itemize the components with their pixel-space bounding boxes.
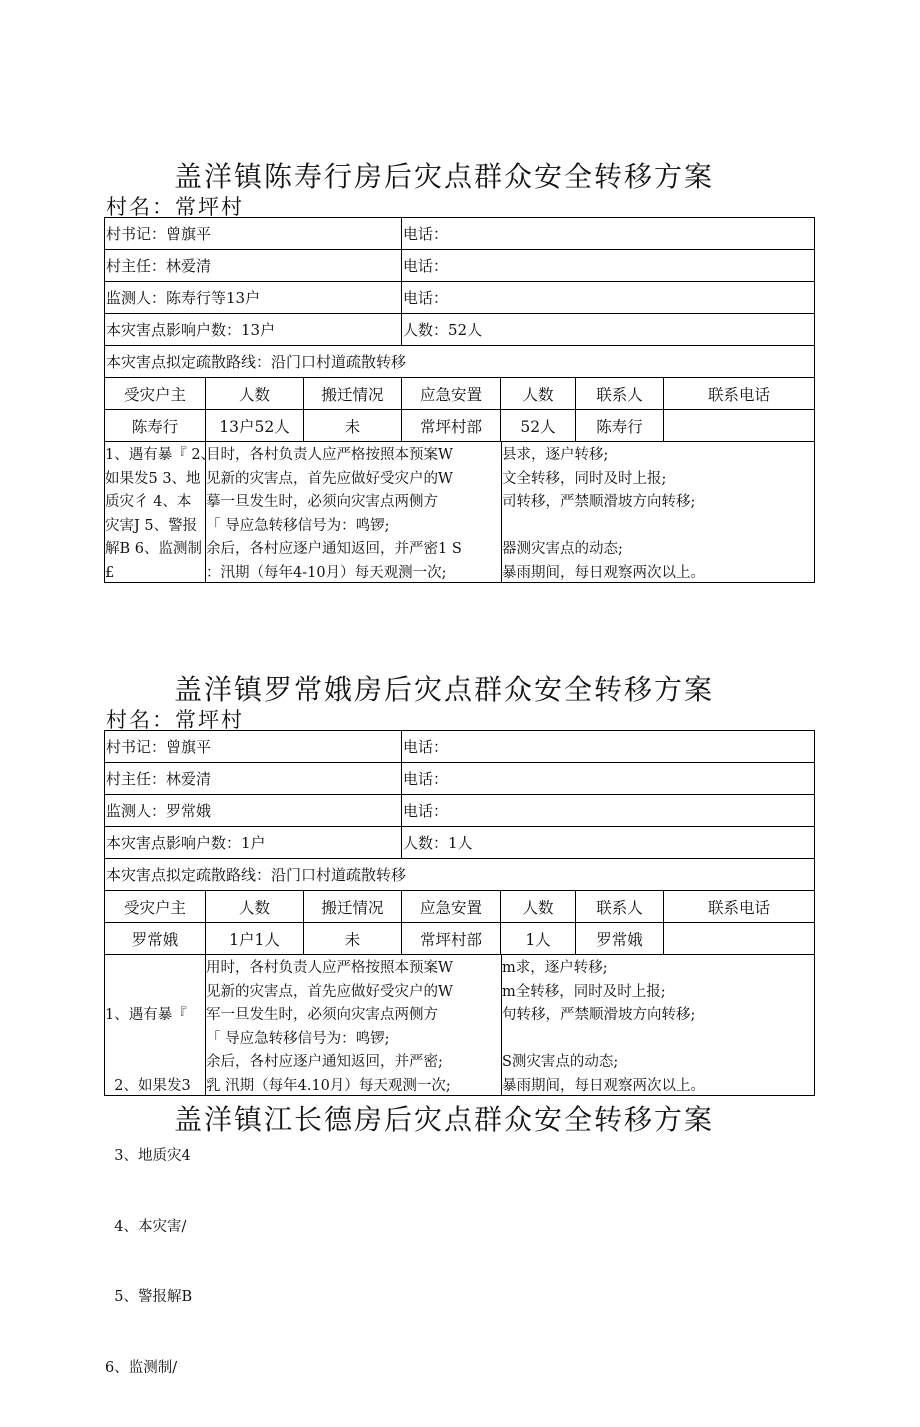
households-cell: 本灾害点影响户数：1户 [105,827,402,858]
note-line: 乳 汛期（每年4.10月）每天观测一次; [206,1077,451,1094]
secretary-cell: 村书记：曾旗平 [105,731,402,762]
data-cell [664,923,814,954]
note-line: 用时，各村负责人应严格按照本预案W [206,960,453,976]
note-line: 解B 6、监测制 [105,541,202,557]
route-cell: 本灾害点拟定疏散路线：沿门口村道疏散转移 [106,866,407,884]
data-cell: 陈寿行 [576,410,664,441]
note-line: 1、遇有暴『 2、 [105,447,216,463]
data-cell: 罗常娥 [576,923,664,954]
note-line: 2、如果发3 [105,1077,191,1094]
data-cell: 常坪村部 [402,410,501,441]
secretary-row [105,731,814,763]
village-name: 村名：常坪村 [106,708,244,732]
note-line: 6、监测制/ [105,1359,178,1376]
data-cell: 未 [304,410,402,441]
route-row [105,346,814,378]
header-row [105,378,814,410]
note-line [502,1028,814,1052]
note-line: 质灾彳 4、本 [105,494,192,510]
header-cell: 人数 [206,378,304,409]
header-cell: 受灾户主 [105,891,206,922]
data-row [105,410,814,442]
note-line: 1、遇有暴『 [105,1007,187,1023]
notes-col-3 [502,955,814,1095]
secretary-cell: 村书记：曾旗平 [105,218,402,249]
header-row [105,891,814,923]
note-line: 灾害J 5、警报 [105,517,198,534]
data-cell: 13户52人 [206,410,304,441]
note-line: m全转移，同时及时上报; [502,983,666,1000]
monitor-row [105,795,814,827]
header-cell: 应急安置 [402,891,501,922]
monitor-phone-cell: 电话： [403,802,449,820]
route-row [105,859,814,891]
route-cell: 本灾害点拟定疏散路线：沿门口村道疏散转移 [106,353,407,371]
note-line: 4、本灾害/ [105,1218,187,1235]
note-line: 余后，各村应逐户通知返回，并严密; [206,1054,443,1070]
header-cell: 搬迁情况 [304,891,402,922]
director-phone-cell: 电话： [403,770,449,788]
data-cell [664,410,814,441]
households-row [105,314,814,346]
header-cell: 人数 [501,891,576,922]
secretary-phone-cell: 电话： [403,738,449,756]
households-cell: 本灾害点影响户数：13户 [105,314,402,345]
director-cell: 村主任：林爱清 [105,250,402,281]
monitor-cell: 监测人：陈寿行等13户 [105,282,402,313]
plan-title: 盖洋镇罗常娥房后灾点群众安全转移方案 [173,673,714,706]
notes-col-3 [502,442,814,582]
data-cell: 1户1人 [206,923,304,954]
note-line: 余后，各村应逐户通知返回，并严密1 S [206,541,462,557]
secretary-row [105,218,814,250]
note-line: 县求，逐户转移; [502,447,609,463]
header-cell: 人数 [501,378,576,409]
note-line: £ [105,564,115,581]
note-line: 暴雨期间，每日观察两次以上。 [502,1077,705,1094]
data-cell: 罗常娥 [105,923,206,954]
note-line: S测灾害点的动态; [502,1054,619,1070]
people-cell: 人数：1人 [403,834,473,852]
note-line: 「 导应急转移信号为：鸣锣; [206,517,390,534]
note-line: 军一旦发生时，必须向灾害点两侧方 [206,1007,438,1023]
notes-block [105,442,814,582]
note-line: 器测灾害点的动态; [502,541,623,557]
notes-col-1 [105,955,206,1376]
director-row [105,763,814,795]
notes-col-2 [206,955,502,1095]
notes-col-2 [206,442,502,582]
director-row [105,250,814,282]
header-cell: 联系电话 [707,385,770,404]
director-phone-cell: 电话： [403,257,449,275]
note-line: 文全转移，同时及时上报; [502,470,667,487]
note-line: 3、地质灾4 [105,1148,191,1164]
note-line: 司转移，严禁顺滑坡方向转移; [502,494,696,510]
data-cell: 陈寿行 [105,410,206,441]
note-line: 摹一旦发生时，必须向灾害点两侧方 [206,494,438,510]
people-cell: 人数：52人 [403,321,483,339]
header-cell: 搬迁情况 [304,378,402,409]
header-cell: 应急安置 [402,378,501,409]
plan-table [104,217,815,583]
monitor-row [105,282,814,314]
data-cell: 常坪村部 [402,923,501,954]
note-line: 5、警报解B [105,1289,193,1305]
note-line: 见新的灾害点，首先应做好受灾户的W [206,470,453,487]
village-name: 村名：常坪村 [106,195,244,219]
note-line: 如果发5 3、地 [105,470,201,487]
note-line: m求，逐户转移; [502,960,608,976]
header-cell: 人数 [206,891,304,922]
director-cell: 村主任：林爱清 [105,763,402,794]
data-row [105,923,814,955]
data-cell: 未 [304,923,402,954]
header-cell: 受灾户主 [105,378,206,409]
data-cell: 52人 [501,410,576,441]
note-line: 暴雨期间，每日观察两次以上。 [502,564,705,581]
header-cell: 联系人 [576,378,664,409]
monitor-cell: 监测人：罗常娥 [105,795,402,826]
note-line: 句转移，严禁顺滑坡方向转移; [502,1007,696,1023]
header-cell: 联系人 [576,891,664,922]
header-cell: 联系电话 [707,898,770,917]
notes-col-1 [105,442,216,582]
plan-3-title: 盖洋镇江长德房后灾点群众安全转移方案 [173,1103,714,1136]
secretary-phone-cell: 电话： [403,225,449,243]
households-row [105,827,814,859]
plan-title: 盖洋镇陈寿行房后灾点群众安全转移方案 [173,160,714,193]
note-line: 目时，各村负责人应严格按照本预案W [206,447,453,463]
note-line: 「 导应急转移信号为：鸣锣; [206,1030,390,1047]
note-line: 见新的灾害点，首先应做好受灾户的W [206,983,453,1000]
note-line [502,515,814,539]
monitor-phone-cell: 电话： [403,289,449,307]
data-cell: 1人 [501,923,576,954]
note-line: ：汛期（每年4-10月）每天观测一次; [206,564,447,581]
